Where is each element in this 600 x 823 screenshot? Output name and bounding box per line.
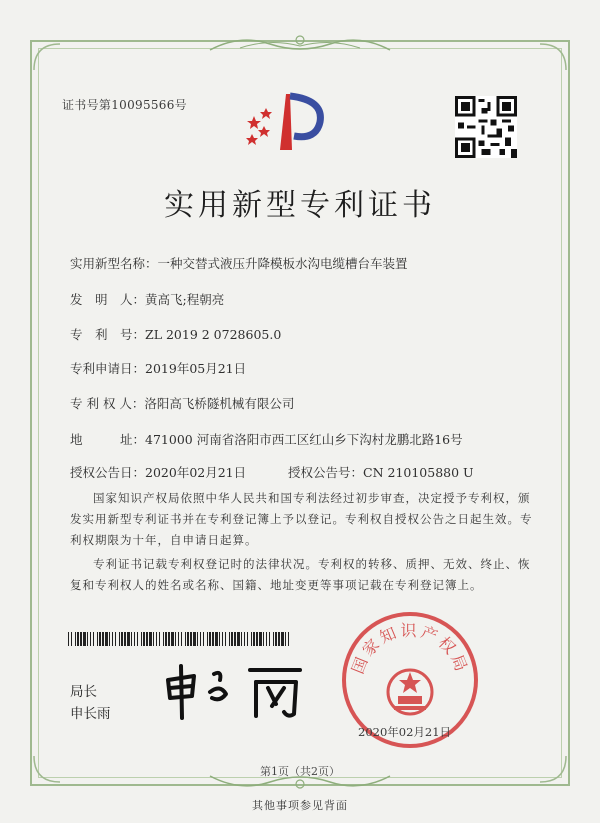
- page-number: 第1页（共2页）: [260, 765, 340, 778]
- paragraph-legal-status: 专利证书记载专利权登记时的法律状况。专利权的转移、质押、无效、终止、恢复和专利权人的姓名或名称、国籍、地址变更等事项记载在专利登记簿上。: [70, 557, 531, 592]
- paragraph-grant-statement: 国家知识产权局依照中华人民共和国专利法经过初步审查，决定授予专利权，颁发实用新型专利证书并在专利登记簿上予以登记。专利权自授权公告之日起生效。专利权期限为十年，自申请日起算。: [70, 491, 533, 547]
- field-value: 2019年05月21日: [145, 361, 247, 376]
- field-label: 授权公告号：: [288, 465, 364, 480]
- seal-text: 国家知识产权局: [347, 621, 473, 677]
- field-patent-number: [70, 325, 281, 343]
- signatory-name: 申长雨: [70, 706, 111, 722]
- field-label: 专 利 号：: [70, 327, 146, 342]
- field-label: 实用新型名称：: [70, 256, 158, 271]
- field-inventors: [70, 290, 224, 308]
- signature-icon: [160, 652, 310, 722]
- field-label: 地 址：: [70, 432, 146, 447]
- top-ornament: [200, 30, 400, 56]
- corner-ornament-tl: [32, 42, 62, 72]
- field-utility-model-name: [70, 254, 408, 272]
- field-label: 专利申请日：: [70, 361, 146, 376]
- field-value: 一种交替式液压升降模板水沟电缆槽台车装置: [157, 256, 408, 271]
- signatory-title: 局长: [70, 684, 97, 700]
- field-value: 黄高飞;程朝亮: [145, 292, 225, 307]
- field-value: 2020年02月21日: [145, 465, 247, 480]
- field-value: ZL 2019 2 0728605.0: [145, 327, 282, 342]
- field-label: 专 利 权 人：: [70, 396, 145, 411]
- seal-date: 2020年02月21日: [358, 725, 452, 739]
- field-patentee: [70, 394, 294, 412]
- footer-note: 其他事项参见背面: [252, 799, 348, 812]
- field-label: 发 明 人：: [70, 292, 146, 307]
- field-address: [70, 430, 463, 448]
- field-value: 471000 河南省洛阳市西工区红山乡下沟村龙鹏北路16号: [145, 432, 463, 447]
- qr-code-icon: [455, 96, 517, 158]
- field-label: 授权公告日：: [70, 465, 146, 480]
- cnipa-logo-icon: [240, 86, 332, 158]
- field-filing-date: [70, 359, 246, 377]
- barcode-icon: [68, 632, 290, 646]
- field-value: 洛阳高飞桥隧机械有限公司: [144, 396, 295, 411]
- certificate-title: 实用新型专利证书: [164, 188, 436, 223]
- certificate-number: 证书号第10095566号: [62, 98, 187, 112]
- field-grant-date: [70, 463, 246, 481]
- field-grant-number: [288, 463, 474, 481]
- corner-ornament-tr: [538, 42, 568, 72]
- field-value: CN 210105880 U: [363, 465, 474, 480]
